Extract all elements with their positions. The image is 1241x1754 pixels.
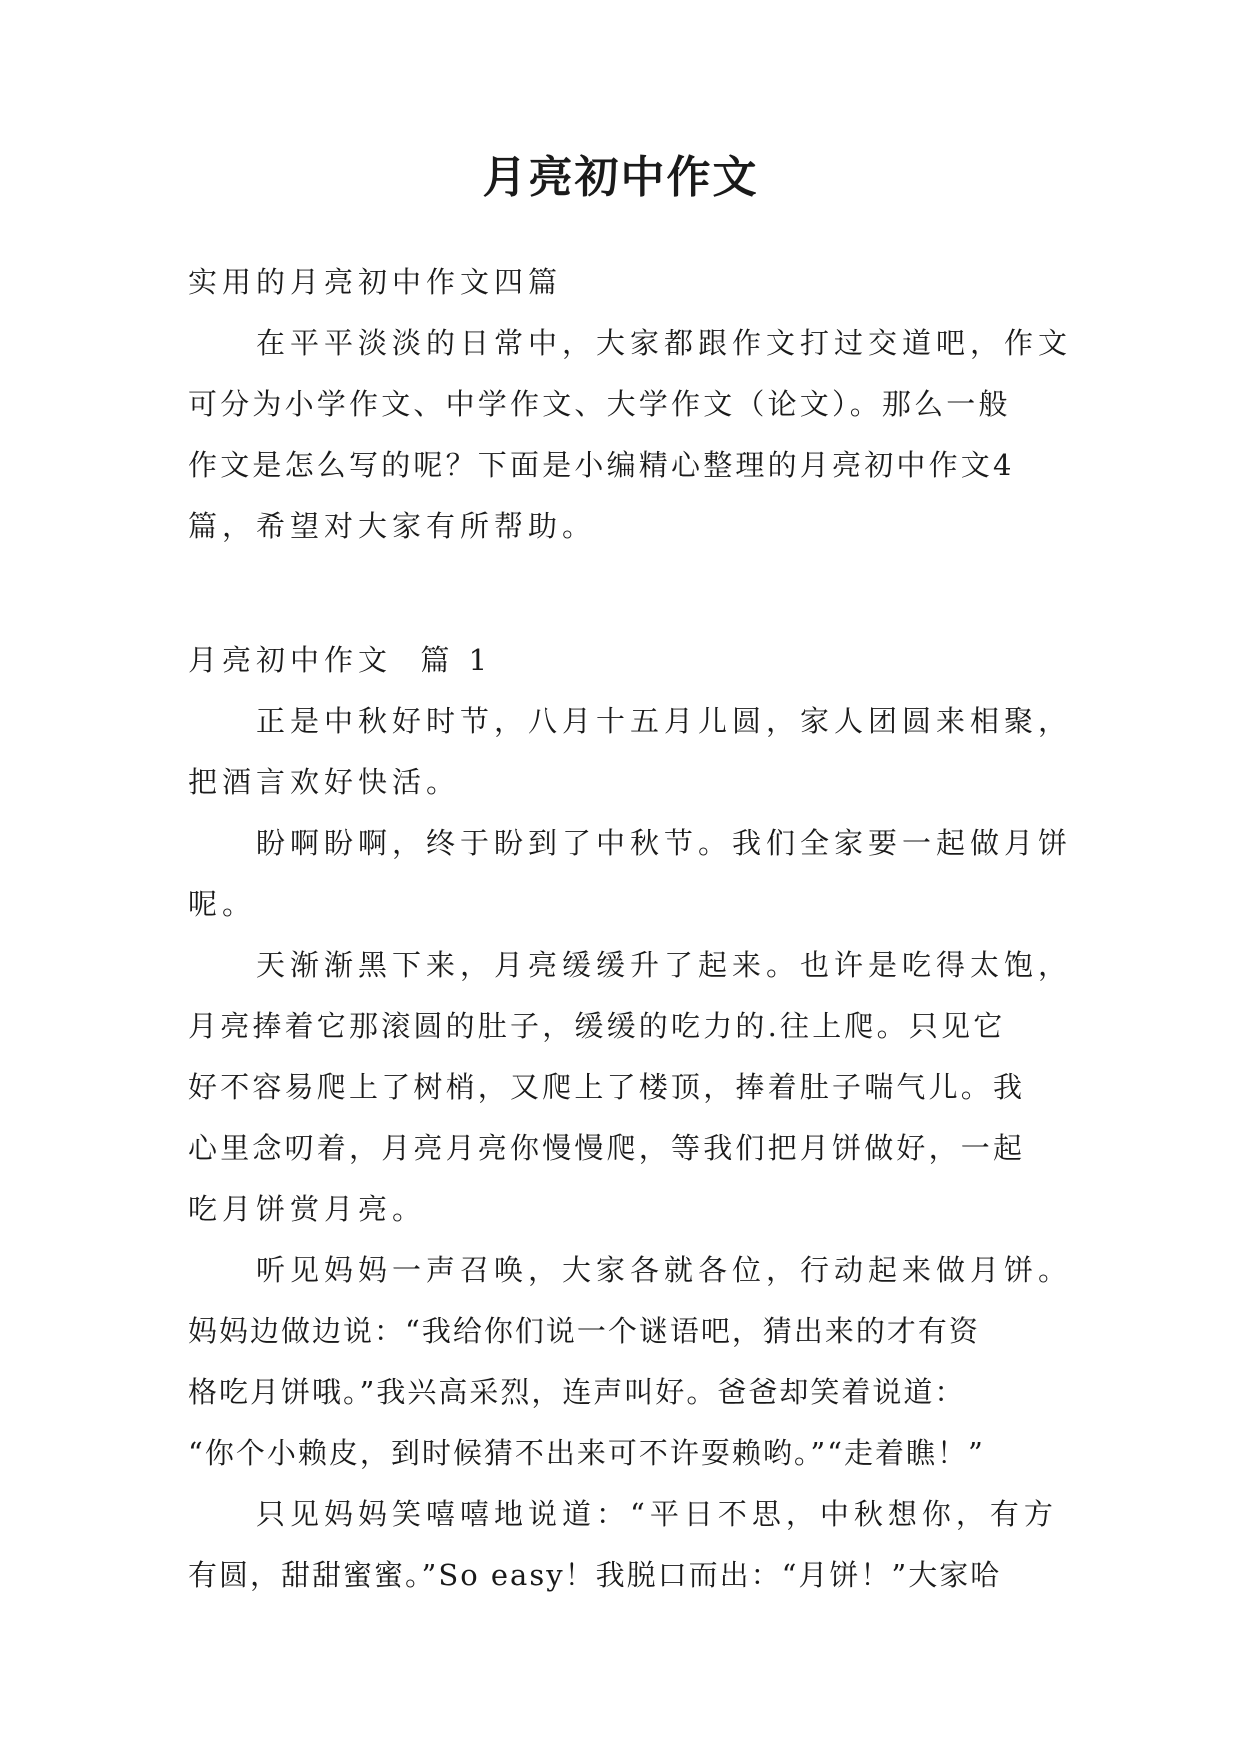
article-line: 有圆，甜甜蜜蜜。”So easy！我脱口而出：“月饼！”大家哈 [188, 1558, 1002, 1592]
article-line: “你个小赖皮，到时候猜不出来可不许耍赖哟。”“走着瞧！” [188, 1436, 985, 1470]
article-section [188, 630, 1073, 1606]
intro-paragraph-line: 在平平淡淡的日常中，大家都跟作文打过交道吧，作文 [256, 326, 1073, 360]
article-line: 只见妈妈笑嘻嘻地说道：“平日不思，中秋想你，有方 [256, 1497, 1058, 1531]
article-line: 正是中秋好时节，八月十五月儿圆，家人团圆来相聚， [256, 704, 1073, 738]
intro-paragraph-line: 篇，希望对大家有所帮助。 [188, 509, 597, 543]
intro-paragraph-line: 作文是怎么写的呢？下面是小编精心整理的月亮初中作文4 [188, 448, 1015, 482]
article-line: 听见妈妈一声召唤，大家各就各位，行动起来做月饼。 [256, 1253, 1073, 1287]
intro-paragraph-line: 可分为小学作文、中学作文、大学作文（论文）。那么一般 [188, 387, 1011, 421]
article-line: 盼啊盼啊，终于盼到了中秋节。我们全家要一起做月饼 [256, 826, 1073, 860]
article-line: 心里念叨着，月亮月亮你慢慢爬，等我们把月饼做好，一起 [188, 1131, 1026, 1165]
document-title: 月亮初中作文 [482, 152, 759, 203]
article-line: 妈妈边做边说：“我给你们说一个谜语吧，猜出来的才有资 [188, 1314, 980, 1348]
article-line: 月亮捧着它那滚圆的肚子，缓缓的吃力的.往上爬。只见它 [188, 1009, 1006, 1043]
article-line: 把酒言欢好快活。 [188, 765, 461, 799]
article-line: 吃月饼赏月亮。 [188, 1192, 427, 1226]
intro-section [188, 252, 1073, 557]
article-line: 好不容易爬上了树梢，又爬上了楼顶，捧着肚子喘气儿。我 [188, 1070, 1026, 1104]
intro-subtitle: 实用的月亮初中作文四篇 [188, 265, 563, 299]
article-line: 呢。 [188, 887, 257, 921]
article-line: 天渐渐黑下来，月亮缓缓升了起来。也许是吃得太饱， [256, 948, 1073, 982]
article-line: 格吃月饼哦。”我兴高采烈，连声叫好。爸爸却笑着说道： [188, 1375, 966, 1409]
article-heading: 月亮初中作文 篇 1 [188, 643, 493, 677]
